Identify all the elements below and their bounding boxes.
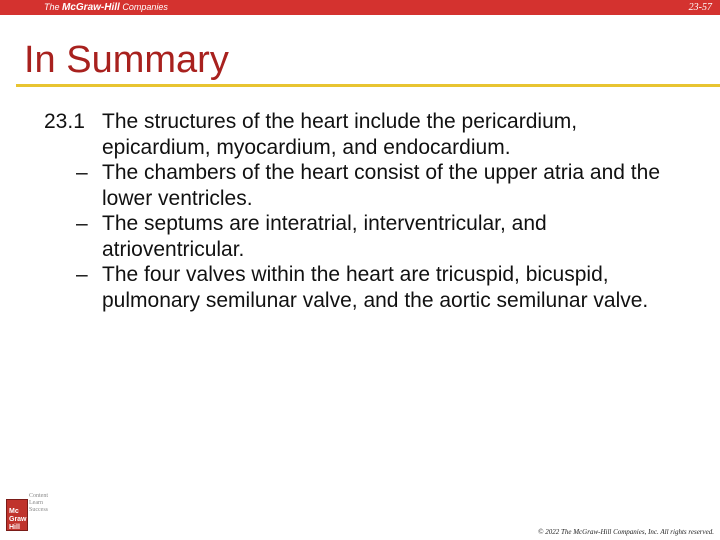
logo-icon [6,499,28,531]
logo-box-text: Mc Graw Hill [9,508,27,531]
brand-name: McGraw-Hill [62,2,120,13]
publisher-logo [6,491,58,535]
bullet-item [44,211,684,262]
bullet-text: The four valves within the heart are tricuspid, bicuspid, pulmonary semilunar valve, and the aortic semilunar valve. [102,263,649,312]
logo-caption: Content Learn Success [29,493,48,513]
slide-content [44,109,684,313]
slide-title: In Summary [24,39,229,81]
bullet-item [44,262,684,313]
bullet-text: The septums are interatrial, interventricular, and atrioventricular. [102,212,547,261]
bullet-dash: – [76,161,88,184]
brand-suffix: Companies [119,2,168,12]
summary-text: The structures of the heart include the pericardium, epicardium, myocardium, and endocardium. [102,110,578,159]
bullet-dash: – [76,263,88,286]
brand-prefix: The [44,2,63,12]
bullet-text: The chambers of the heart consist of the upper atria and the lower ventricles. [102,161,660,210]
header-bar [0,0,720,15]
title-rule [16,84,720,87]
bullet-dash: – [76,212,88,235]
section-number: 23.1 [44,110,85,133]
slide-number: 23-57 [688,2,712,13]
copyright-notice: © 2022 The McGraw-Hill Companies, Inc. All rights reserved. [538,528,714,536]
summary-point [44,109,684,160]
publisher-brand [44,1,168,14]
bullet-item [44,160,684,211]
